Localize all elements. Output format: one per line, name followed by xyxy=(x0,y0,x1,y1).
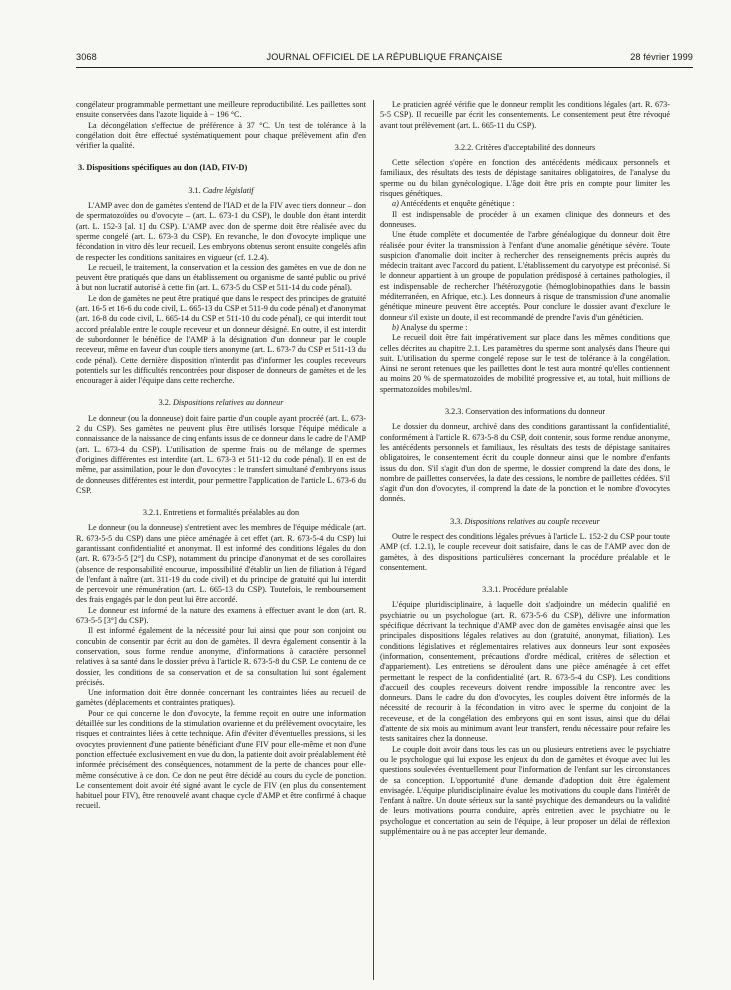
right-column xyxy=(380,100,670,837)
paragraph: Le donneur (ou la donneuse) doit faire partie d'un couple ayant procréé (art. L. 673-2 du CSP). Ses gamètes ne peuvent plus être utilisés lorsque l'équipe médicale a connaissance de la naissance de cinq enfants issus de ce donneur dans le cadre de l'AMP (art. L. 673-4 du CSP). L'utilisation de sperme frais ou de mélange de spermes d'origines différentes est interdite (art. L. 673-3 et 511-12 du code pénal). Il en est de même, par assimilation, pour le don d'ovocytes : le transfert simultané d'embryons issus de donneuses différentes est interdit, pour permettre l'application de l'article L. 673-6 du CSP. xyxy=(76,413,366,495)
page-number: 3068 xyxy=(76,52,97,62)
body-columns xyxy=(76,100,693,980)
paragraph: Le praticien agréé vérifie que le donneur remplit les conditions légales (art. R. 673-5-5 CSP). Il recueille par écrit les consentements. Le consentement peut être révoqué avant tout prélèvement (art. L. 665-11 du CSP). xyxy=(380,100,670,130)
paragraph: Une information doit être donnée concernant les contraintes liées au recueil de gamètes (déplacements et contraintes pratiques). xyxy=(76,688,366,708)
paragraph: La décongélation s'effectue de préférence à 37 °C. Un test de tolérance à la congélation doit être effectué systématiquement pour chaque prélèvement afin d'en vérifier la qualité. xyxy=(76,120,366,151)
header-rule xyxy=(76,67,693,68)
paragraph: Le don de gamètes ne peut être pratiqué que dans le respect des principes de gratuité (art. 16-5 et 16-6 du code civil, L. 665-13 du CSP et 511-9 du code pénal) et d'anonymat (art. 16-8 du code civil, L. 665-14 du CSP et 511-10 du code pénal), ce qui interdit tout accord préalable entre le couple receveur et un donneur désigné. En outre, il est interdit de subordonner le bénéfice de l'AMP à la désignation d'un donneur par le couple receveur, même en faveur d'un couple tiers anonyme (art. L. 673-7 du CSP et 511-13 du code pénal). Cette dernière disposition n'interdit pas d'informer les couples receveurs potentiels sur les difficultés rencontrées pour disposer de donneurs de gamètes et de les encourager à aider l'équipe dans cette recherche. xyxy=(76,293,366,386)
subsection-heading: 3.2.3. Conservation des informations du donneur xyxy=(444,407,606,417)
paragraph: Une étude complète et documentée de l'arbre généalogique du donneur doit être réalisée pour éviter la transmission à l'enfant d'une anomalie génétique sévère. Toute suspicion d'anomalie doit inciter à rechercher des renseignements précis auprès du médecin traitant avec l'accord du patient. L'établissement du caryotype est préconisé. Si le donneur appartient à un groupe de population prédisposé à certaines pathologies, il est indispensable de rechercher l'hétérozygotie (hémoglobinopathies dans le bassin méditerranéen, en Afrique, etc.). Les donneurs à risque de transmission d'une anomalie génétique mineure peuvent être acceptés. Pour conclure le dossier avant d'exclure le donneur s'il existe un doute, il est recommandé de prendre l'avis d'un généticien. xyxy=(380,230,670,322)
subsection-heading: 3.3.1. Procédure préalable xyxy=(482,585,568,595)
paragraph: Il est informé également de la nécessité pour lui ainsi que pour son conjoint ou concubin de consentir par écrit au don de gamètes. Il devra également consentir à la conservation, sous forme rendue anonyme, d'informations à caractère personnel relatives à sa santé dans le dossier prévu à l'article R. 673-5-8 du CSP. Le contenu de ce dossier, les conditions de sa conservation et de sa consultation lui sont également précisés. xyxy=(76,626,366,687)
subsection-heading: 3.2.1. Entretiens et formalités préalables au don xyxy=(142,508,300,518)
journal-title: JOURNAL OFFICIEL DE LA RÉPUBLIQUE FRANÇAISE xyxy=(266,52,503,62)
paragraph: Le couple doit avoir dans tous les cas un ou plusieurs entretiens avec le psychiatre ou le psychologue qui lui expose les enjeux du don de gamètes et évoque avec lui les questions soulevées éventuellement pour l'information de l'enfant sur les circonstances de sa conception. L'opportunité d'une demande d'adoption doit être également envisagée. L'équipe pluridisciplinaire évalue les motivations du couple dans l'intérêt de l'enfant à naître. Un doute sérieux sur la santé psychique des demandeurs ou la validité de leurs motivations pourra conduire, après entretien avec le psychiatre ou le psychologue et concertation au sein de l'équipe, à leur proposer un délai de réflexion supplémentaire ou à ne pas accepter leur demande. xyxy=(380,744,670,836)
paragraph: Le donneur (ou la donneuse) s'entretient avec les membres de l'équipe médicale (art. R. 673-5-5 du CSP) dans une pièce aménagée à cet effet (art. R. 673-5-4 du CSP) lui garantissant confidentialité et anonymat. Il est informé des conditions légales du don (art. R. 673-5-5 [2°] du CSP), notamment du principe d'anonymat et de ses corollaires (absence de responsabilité encourue, impossibilité d'établir un lien de filiation à l'égard de l'enfant à naître (art. 311-19 du code civil) et du principe de gratuité qui lui interdit de percevoir une rémunération (art. L. 665-13 du CSP). Toutefois, le remboursement des frais engagés par le don peut lui être accordé. xyxy=(76,523,366,605)
paragraph: L'équipe pluridisciplinaire, à laquelle doit s'adjoindre un médecin qualifié en psychiatrie ou un psychologue (art. R. 673-5-6 du CSP), délivre une information spécifique décrivant la technique d'AMP avec don de gamètes envisagée ainsi que les principales dispositions légales relatives au don (gratuité, anonymat, filiation). Les conditions législatives et réglementaires relatives aux donneurs leur sont exposées (information, consentement, précautions d'ordre médical, critères de sélection et d'appariement). Les entretiens se déroulent dans une pièce aménagée à cet effet permettant le respect de la confidentialité (art. R. 673-5-4 du CSP). Les conditions d'accueil des couples receveurs doivent rendre impossible la rencontre avec les donneurs. Dans le cadre du don d'ovocytes, les couples doivent être informés de la nécessité de recourir à la fécondation in vitro avec le sperme du conjoint de la receveuse, et de la congélation des embryons qui en sont issus, ainsi que du délai d'attente de six mois au minimum avant leur transfert, rendu nécessaire pour refaire les tests sanitaires chez la donneuse. xyxy=(380,600,670,744)
subsection-heading: 3.2.2. Critères d'acceptabilité des donneurs xyxy=(454,142,596,152)
subsection-heading: 3.3. Dispositions relatives au couple receveur xyxy=(450,516,600,526)
paragraph: Le donneur est informé de la nature des examens à effectuer avant le don (art. R. 673-5-5 [3°] du CSP). xyxy=(76,605,366,626)
paragraph: Le recueil, le traitement, la conservation et la cession des gamètes en vue de don ne peuvent être pratiqués que dans un établissement ou organisme de santé public ou privé à but non lucratif autorisé à cette fin (art. L. 673-5 du CSP et 511-14 du code pénal). xyxy=(76,262,366,293)
page-header xyxy=(76,52,693,66)
paragraph: Outre le respect des conditions légales prévues à l'article L. 152-2 du CSP pour toute AMP (cf. 1.2.1), le couple receveur doit satisfaire, dans le cas de l'AMP avec don de gamètes, à des dispositions particulières concernant la procédure préalable et le consentement. xyxy=(380,531,670,572)
column-divider xyxy=(373,100,374,980)
issue-date: 28 février 1999 xyxy=(630,52,693,62)
left-column xyxy=(76,100,366,812)
list-item-a: a) Antécédents et enquête génétique : xyxy=(392,199,515,209)
section-heading: 3. Dispositions spécifiques au don (IAD, FIV-D) xyxy=(78,163,248,173)
paragraph: L'AMP avec don de gamètes s'entend de l'IAD et de la FIV avec tiers donneur – don de spermatozoïdes ou d'ovocyte – (art. L. 673-1 du CSP), le double don étant interdit (art. L. 152-3 [al. 1] du CSP). L'AMP avec don de sperme doit être réalisée avec du sperme congelé (art. L. 673-3 du CSP). En revanche, le don d'ovocyte implique une fécondation in vitro dès leur recueil. Les embryons obtenus seront ensuite congelés afin de respecter les conditions sanitaires en vigueur (cf. 1.2.4). xyxy=(76,201,366,262)
subsection-heading: 3.1. Cadre législatif xyxy=(188,185,254,195)
paragraph: Pour ce qui concerne le don d'ovocyte, la femme reçoit en outre une information détaillée sur les conditions de la stimulation ovarienne et du prélèvement ovocytaire, les risques et contraintes liées à cette technique. Afin d'éviter d'éventuelles pressions, si les ovocytes proviennent d'une patiente bénéficiant d'une FIV pour elle-même et non d'une ponction effectuée exclusivement en vue du don, la patiente doit avoir préalablement été informée précisément des conséquences, notamment de la perte de chances pour elle-même consécutive à ce don. Ce don ne peut être décidé au cours du cycle de ponction. Le consentement doit avoir été signé avant le cycle de FIV (en plus du consentement habituel pour FIV), être renouvelé avant chaque cycle d'AMP et être confirmé à chaque recueil. xyxy=(76,708,366,811)
paragraph: congélateur programmable permettant une meilleure reproductibilité. Les paillettes sont ensuite conservées dans l'azote liquide à − 196 °C. xyxy=(76,100,366,120)
paragraph: Cette sélection s'opère en fonction des antécédents médicaux personnels et familiaux, des résultats des tests de dépistage sanitaires obligatoires, de l'analyse du sperme ou du bilan gynécologique. L'âge doit être pris en compte pour limiter les risques génétiques. xyxy=(380,158,670,199)
paragraph: Le recueil doit être fait impérativement sur place dans les mêmes conditions que celles décrites au chapitre 2.1. Les paramètres du sperme sont analysés dans l'heure qui suit. L'utilisation du sperme congelé repose sur le test de tolérance à la congélation. Ainsi ne seront retenues que les paillettes dont le test aura montré qu'elles contiennent au moins 20 % de spermatozoïdes de mobilité progressive et, au total, huit millions de spermatozoïdes mobiles/ml. xyxy=(380,333,670,394)
paragraph: Le dossier du donneur, archivé dans des conditions garantissant la confidentialité, conformément à l'article R. 673-5-8 du CSP, doit contenir, sous forme rendue anonyme, les antécédents personnels et familiaux, les résultats des tests de dépistage sanitaires obligatoires, le consentement écrit du couple donneur ainsi que le nombre d'enfants issus du don. S'il s'agit d'un don de sperme, le dossier comprend la date des dons, le nombre de paillettes conservées, la date des cessions, le nombre de paillettes cédées. S'il s'agit d'un don d'ovocytes, il comprend la date de la ponction et le nombre d'ovocytes donnés. xyxy=(380,422,670,504)
subsection-heading: 3.2. Dispositions relatives au donneur xyxy=(158,398,284,408)
paragraph: Il est indispensable de procéder à un examen clinique des donneurs et des donneuses. xyxy=(380,209,670,229)
list-item-b: b) Analyse du sperme : xyxy=(392,322,468,332)
